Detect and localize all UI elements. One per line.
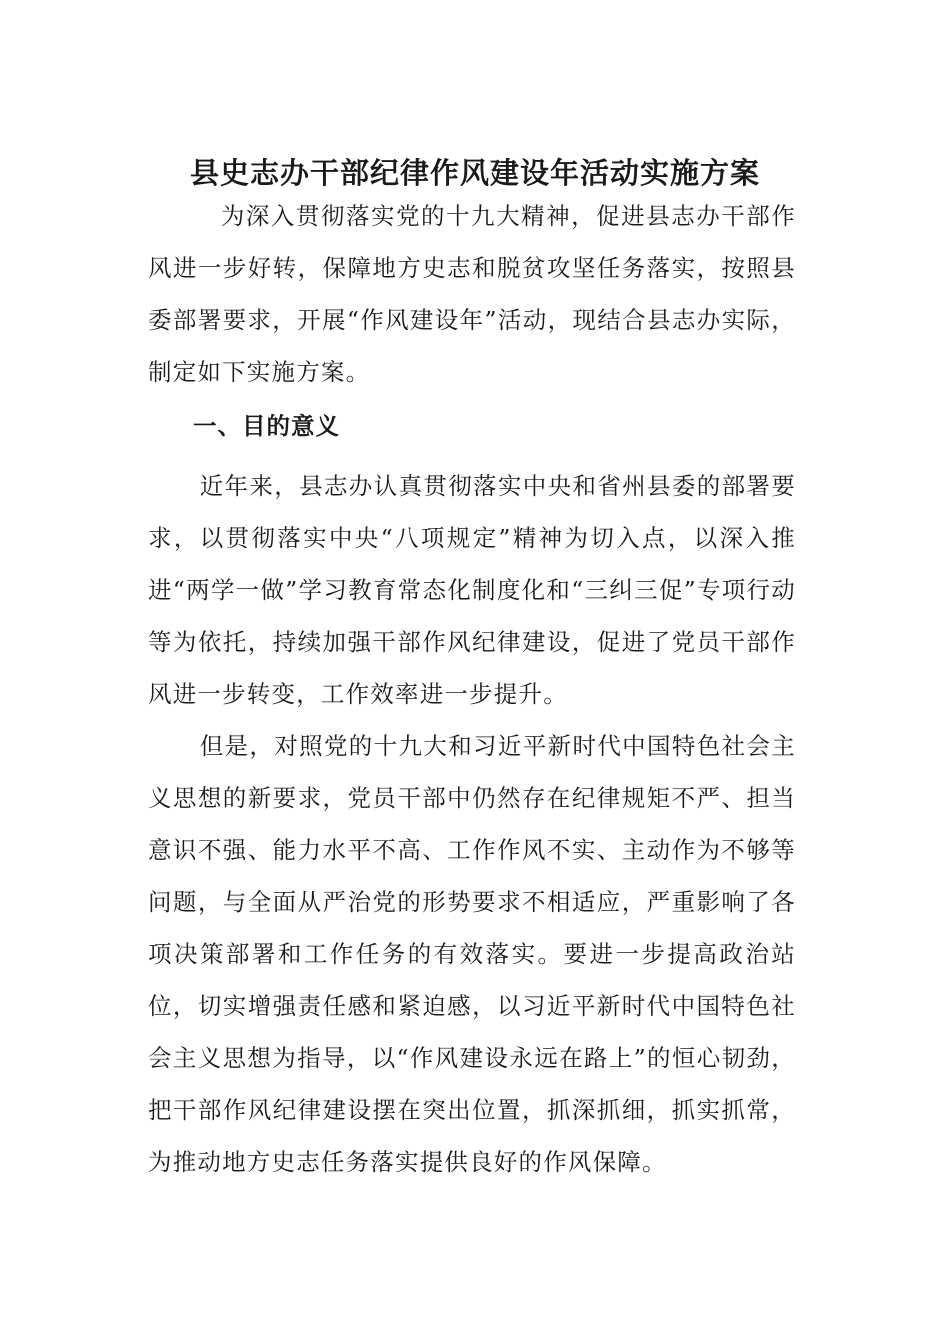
body-paragraph: 近年来，县志办认真贯彻落实中央和省州县委的部署要求，以贯彻落实中央“八项规定”精神为切入点，以深入推进“两学一做”学习教育常态化制度化和“三纠三促”专项行动等为依托，持续加强干部作风纪律建设，促进了党员干部作风进一步转变，工作效率进一步提升。: [148, 472, 796, 708]
document-title: 县史志办干部纪律作风建设年活动实施方案: [189, 156, 760, 191]
section-heading-purpose: 一、目的意义: [193, 412, 340, 440]
intro-paragraph: 为深入贯彻落实党的十九大精神，促进县志办干部作风进一步好转，保障地方史志和脱贫攻坚任务落实，按照县委部署要求，开展“作风建设年”活动，现结合县志办实际，制定如下实施方案。: [148, 202, 796, 386]
body-paragraph: 但是，对照党的十九大和习近平新时代中国特色社会主义思想的新要求，党员干部中仍然存在纪律规矩不严、担当意识不强、能力水平不高、工作作风不实、主动作为不够等问题，与全面从严治党的形势要求不相适应，严重影响了各项决策部署和工作任务的有效落实。要进一步提高政治站位，切实增强责任感和紧迫感，以习近平新时代中国特色社会主义思想为指导，以“作风建设永远在路上”的恒心韧劲，把干部作风纪律建设摆在突出位置，抓深抓细，抓实抓常，为推动地方史志任务落实提供良好的作风保障。: [148, 732, 796, 1176]
